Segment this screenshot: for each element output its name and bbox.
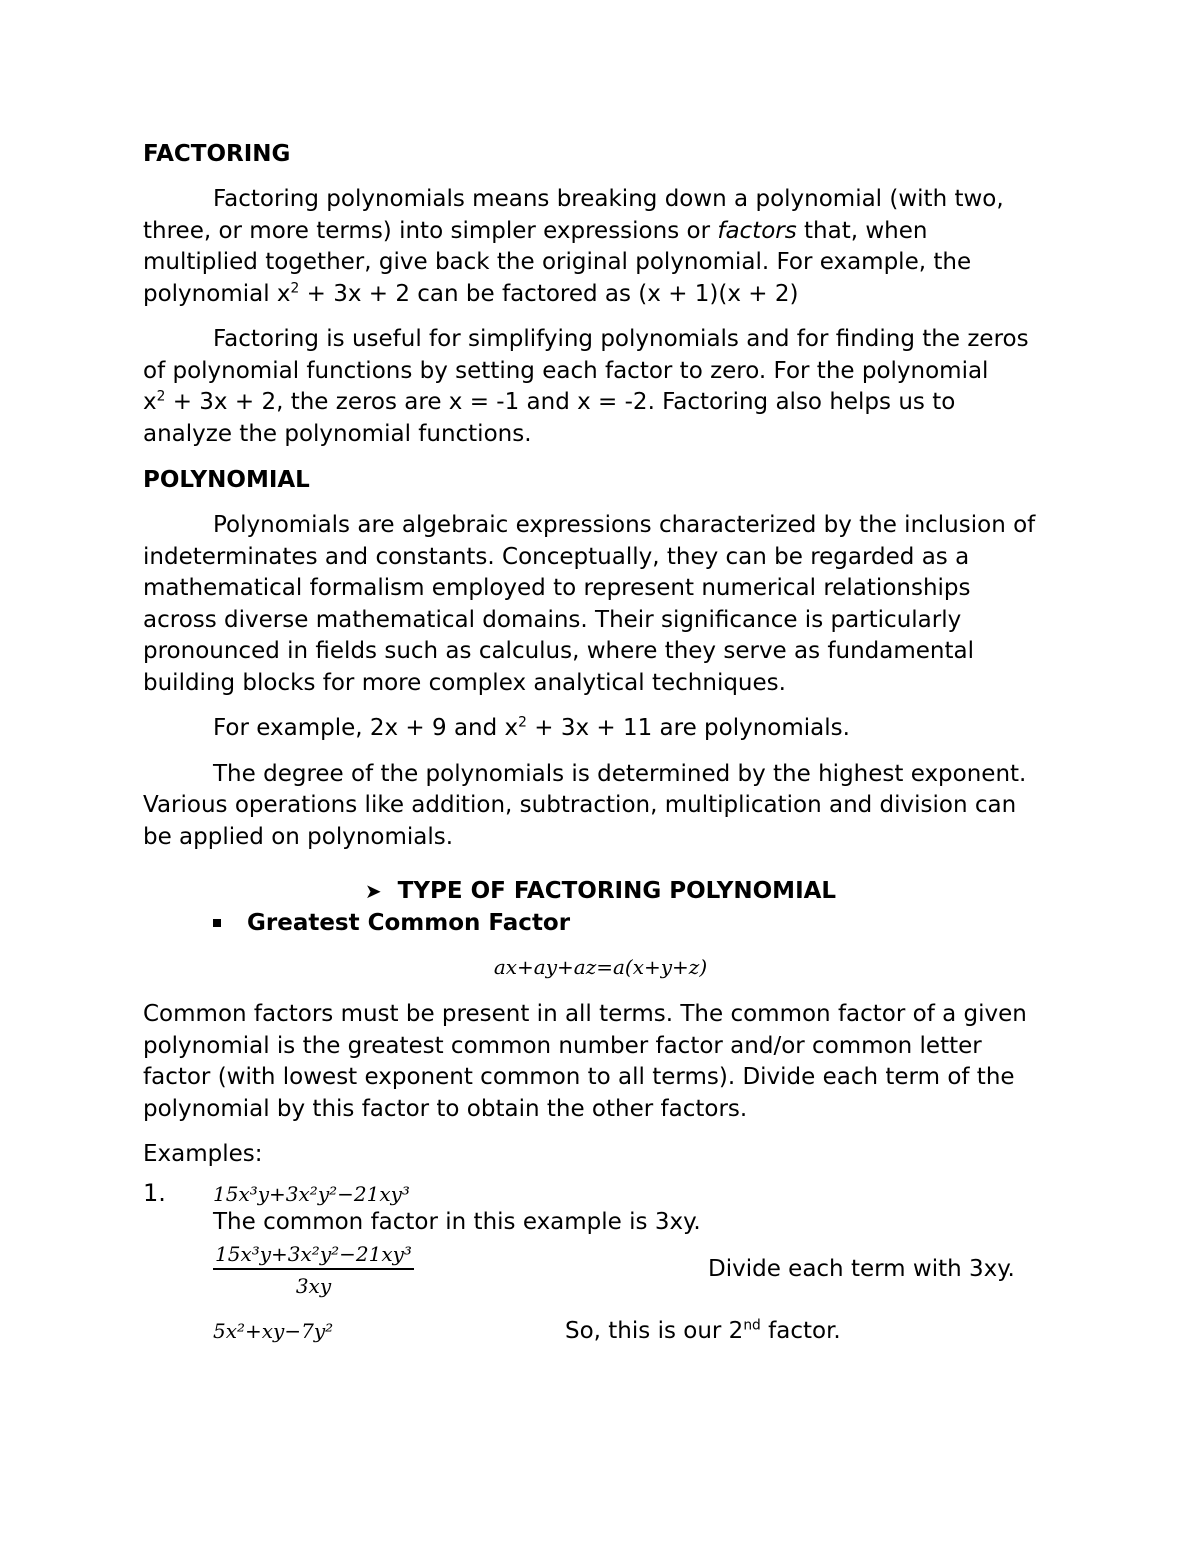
fraction-numerator: 15x³y+3x²y²−21xy³ bbox=[213, 1242, 414, 1270]
division-row bbox=[213, 1242, 1058, 1304]
divide-note: Divide each term with 3xy. bbox=[708, 1256, 1015, 1282]
result-expression: 5x²+xy−7y² bbox=[213, 1319, 334, 1343]
result-row bbox=[213, 1318, 1058, 1358]
square-bullet-icon bbox=[213, 919, 221, 927]
document-page bbox=[143, 138, 1058, 1358]
gcf-description: Common factors must be present in all terms. The common factor of a given polynomial is the greatest common number factor and/or common letter factor (with lowest exponent common to all terms). Divide each term of the polynomial by this factor to obtain the other factors. bbox=[143, 1001, 1027, 1122]
factoring-paragraph-1: Factoring polynomials means breaking down a polynomial (with two, three, or more terms) into simpler expressions or factors that, when multiplied together, give back the original polynomial. For example, the polynomial $x^2 + 3x + 2$ can be factored as (x + 1)(x + 2) bbox=[143, 186, 1004, 307]
types-heading-row bbox=[143, 875, 1058, 907]
examples-label: Examples: bbox=[143, 1141, 263, 1167]
example-expression: 15x³y+3x²y²−21xy³ bbox=[213, 1181, 410, 1206]
types-heading: TYPE OF FACTORING POLYNOMIAL bbox=[397, 878, 837, 904]
example-1 bbox=[143, 1179, 1058, 1207]
common-factor-text: The common factor in this example is 3xy. bbox=[213, 1208, 701, 1235]
gcf-heading: Greatest Common Factor bbox=[247, 910, 571, 936]
polynomial-example: For example, 2x + 9 and $x^2 + 3x + 11$ are polynomials. bbox=[213, 714, 850, 741]
polynomial-paragraph-3: The degree of the polynomials is determined by the highest exponent. Various operations like addition, subtraction, multiplication and division can be applied on polynomials. bbox=[143, 760, 1027, 850]
division-fraction bbox=[213, 1242, 414, 1298]
example-number: 1. bbox=[143, 1178, 166, 1207]
factoring-heading: FACTORING bbox=[143, 141, 291, 167]
factoring-paragraph-2: Factoring is useful for simplifying polynomials and for finding the zeros of polynomial functions by setting each factor to zero. For the polynomial $x^2 + 3x + 2$, the zeros are x = -1 and x = -2. Factoring also helps us to analyze the polynomial functions. bbox=[143, 326, 1029, 447]
polynomial-paragraph-1: Polynomials are algebraic expressions characterized by the inclusion of indeterminates and constants. Conceptually, they can be regarded as a mathematical formalism employed to represent numerical relationships across diverse mathematical domains. Their significance is particularly pronounced in fields such as calculus, where they serve as fundamental building blocks for more complex analytical techniques. bbox=[143, 512, 1036, 696]
gcf-heading-row bbox=[213, 907, 1058, 939]
gcf-formula: ax+ay+az=a(x+y+z) bbox=[493, 955, 708, 979]
polynomial-heading: POLYNOMIAL bbox=[143, 467, 310, 493]
result-note: So, this is our 2nd factor. bbox=[565, 1317, 841, 1344]
fraction-denominator: 3xy bbox=[295, 1274, 332, 1298]
arrow-bullet-icon: ➤ bbox=[364, 879, 382, 903]
